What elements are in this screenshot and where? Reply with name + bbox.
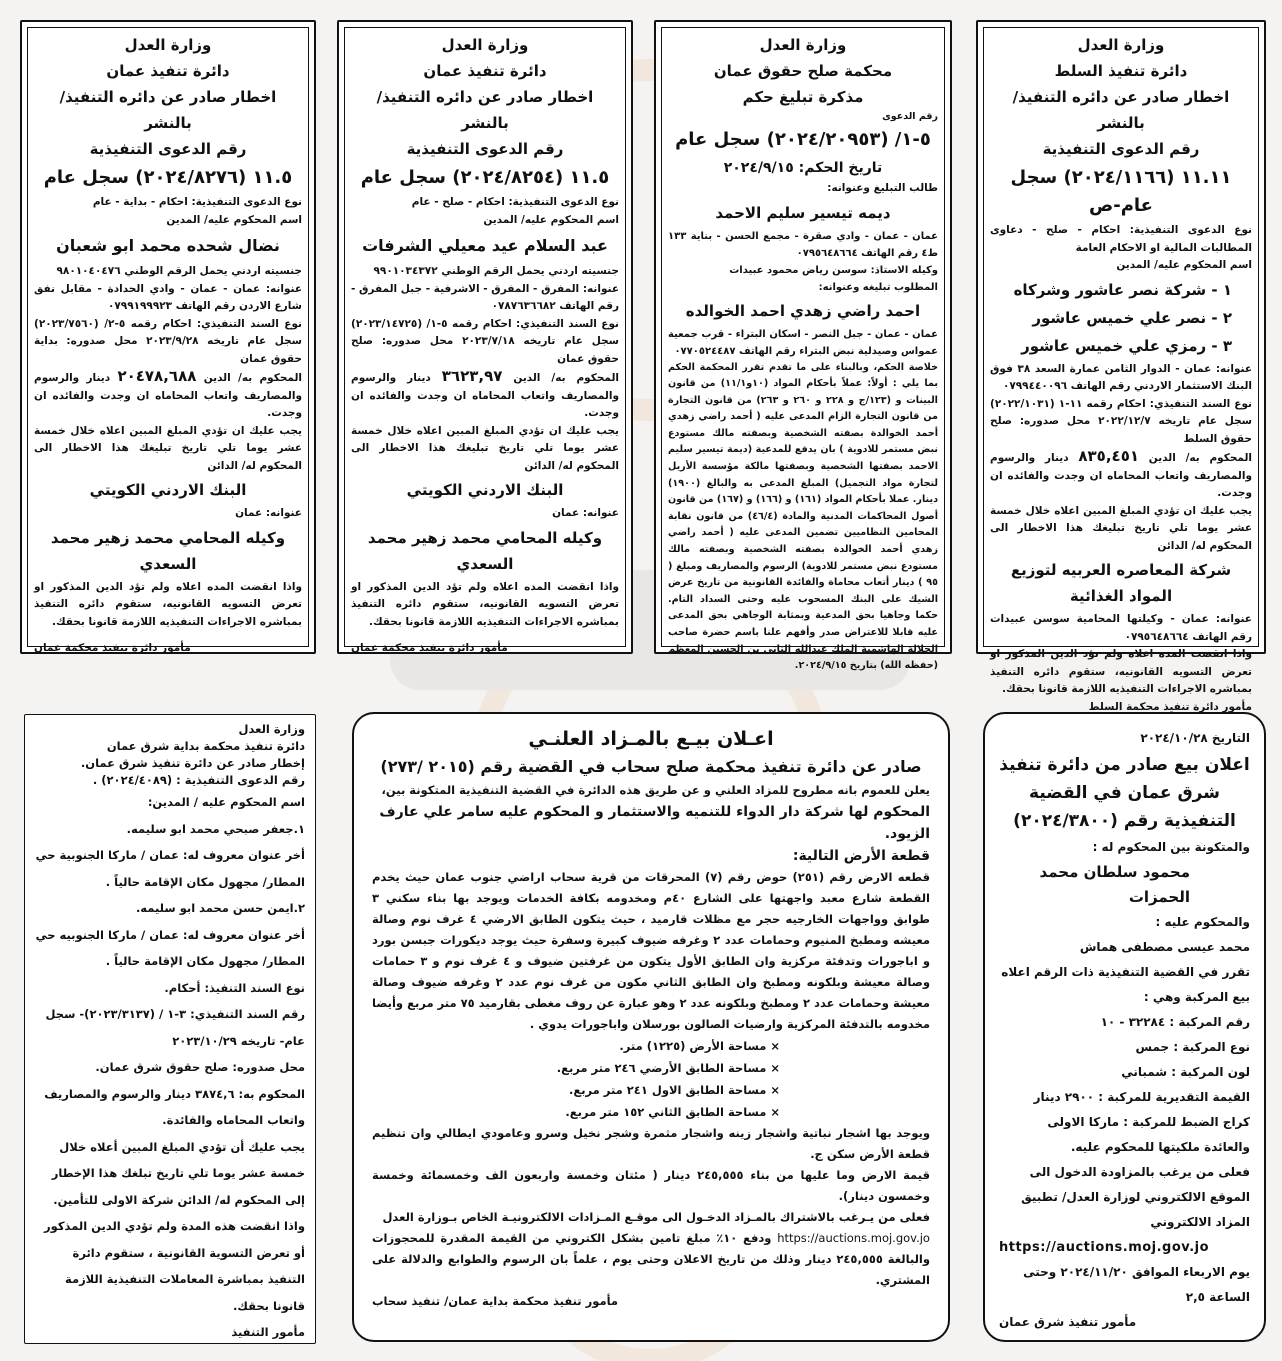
creditor-address: عنوانه: عمان [552,507,619,519]
bond-number: رقم السند التنفيذي: ٣-١ / (٢٠٢٣/٣١٣٧)- سجل عام- تاريخه ٢٠٢٣/١٠/٢٩ [45,1007,305,1048]
notice-title: إخطار صادر عن دائرة تنفيذ شرق عمان. [80,756,305,770]
ministry-title: وزارة العدل [124,36,212,54]
payment-demand: يجب عليك ان تؤدي المبلغ المبين اعلاه خلال خمسة عشر يوما تلي تاريخ تبليغك هذا الاخطار الى المحكوم له/ الدائن [34,424,302,472]
bond-type: نوع السند التنفيذ: أحكام. [164,980,305,995]
signature: مأمور دائرة تنفيذ محكمة عمان [34,641,191,654]
case-label: رقم الدعوى التنفيذية [89,140,247,158]
creditor-name: البنك الاردني الكويتي [89,481,247,499]
lawyer-name: وكيله المحامي محمد زهير محمد السعدي [50,528,286,573]
ministry-title: وزارة العدل [759,36,847,54]
case-label: رقم الدعوى التنفيذية [406,140,564,158]
respondent-label: المطلوب تبليغه وعنوانه: [818,281,938,293]
ministry-title: وزارة العدل [1077,36,1165,54]
case-label: رقم الدعوى [882,111,938,122]
debtor-label: اسم المحكوم عليه / المدين: [147,795,305,809]
notice-title: اخطار صادر عن دائره التنفيذ/ بالنشر [1012,88,1230,132]
case-label: رقم الدعوى التنفيذية [1042,140,1200,158]
case-number: ١١.٥ (٢٠٢٤/٨٢٥٤) سجل عام [360,167,610,188]
payment-demand: يجب عليك ان تؤدي المبلغ المبين اعلاه خلال خمسة عشر يوما تلي تاريخ تبليغك هذا الاخطار الى المحكوم له/ الدائن [990,504,1252,552]
notice-salt-execution [976,20,1266,713]
land-description: قطعه الارض رقم (٢٥١) حوض رقم (٧) المحرقات من قرية سحاب اراضي جنوب عمان حيث يخدم القطعة شارع معبد واجهتها على الشارع ٤٠م ومخدومه بكافة الخدمات ويوجد بها بناء سكني ٣ طوابق وواجهات الخارجيه حجر مع مظلات قارميد ، حيث يتكون الطابق الارضي ٤ غرف نوم وصالة معيشه ومطبخ المنيوم وحمامات عدد ٢ وغرفه ضيوف كبيرة وسفرة حيث يوجد ديكورات جبسن بورد و اباجورات وتدفئة مركزية وان الطابق الأول يتكون من غرفتين ضيوف و ٤ غرف نوم و ٣ حمامات وصالة معيشة وبلكونه ومطبخ وان الطابق الثاني مكون من غرف نوم عدد ٢ وغرفه ضيوف وصالة معيشة وحمامات عدد ٢ ومطبخ وبلكونه عدد ٢ وهو عبارة عن روف مغطى بقارميد ٧٥ متر مربع وأيضا مخدومه بالتدفئة المركزية وارضيات الصالون بورسلان واباجورات يدوي . [372,870,931,1031]
auction-url-link[interactable]: https://auctions.moj.gov.jo [777,1231,930,1245]
auction-intro: يعلن للعموم بانه مطروح للمزاد العلني و عن طريق هذه الدائرة في القضية التنفيذية المتكونة بين، [381,783,930,797]
requester-label: طالب التبليغ وعنوانه: [827,182,938,194]
signature: مأمور دائرة تنفيذ محكمة عمان [351,641,508,654]
agent-name: وكيله الاستاذ: سوسن رياض محمود عبيدات [729,264,938,276]
sale-decision: تقرر في القضية التنفيذية ذات الرقم اعلاه بيع المركبة وهي : [1001,965,1250,1004]
debtor-address: أخر عنوان معروف له: عمان / ماركا الجنوبيه حي المطار/ مجهول مكان الإقامة حالياً . [35,927,305,968]
respondent-address: عمان - عمان - جبل النصر - اسكان البتراء - قرب جمعية عمواس وصيدلية نبض البتراء رقم الهاتف ٠٧٧٠٥٢٤٤٨٧ [668,328,938,357]
signature: مأمور تنفيذ شرق عمان [999,1315,1137,1329]
debtor-label: اسم المحكوم عليه/ المدين [483,213,619,226]
vehicle-yard: كراج الضبط للمركبة : ماركا الاولى [1047,1115,1250,1129]
department-title: دائرة تنفيذ محكمة بداية شرق عمان [106,739,305,753]
case-type: نوع الدعوى التنفيذية: احكام - بداية - عام [92,196,302,208]
warning-text: واذا انقضت المده اعلاه ولم تؤد الدين المذكور او تعرض التسويه القانونيه، ستقوم دائره التنفيذ بمباشره الاجراءات التنفيذيه اللازمة قانونا بحقك. [34,580,302,628]
auction-parties: المحكوم لها شركة دار الدواء للتنميه والاستثمار و المحكوم عليه سامر علي عارف الزيود. [379,804,930,842]
bond-source: محل صدوره: صلح حقوق شرق عمان. [95,1060,305,1074]
judgment-amount: المحكوم به/ الدين ٣٦٢٣,٩٧ دينار والرسوم والمصاريف واتعاب المحاماه ان وجدت والفائده ان وجدت. [351,367,620,419]
notice-title: اخطار صادر عن دائره التنفيذ/ بالنشر [59,88,277,132]
vehicle-owner: والعائدة ملكيتها للمحكوم عليه. [1070,1140,1250,1154]
judgment-date: تاريخ الحكم: ٢٠٢٤/٩/١٥ [723,160,883,176]
area-item: × مساحة الطابق الثاني ١٥٢ متر مربع. [565,1105,780,1119]
execution-bond: نوع السند التنفيذي: احكام رقمه ٥-٢/ (٢٠٢٣/٧٥٦٠) سجل عام تاريخه ٢٠٢٣/٩/٢٨ محل صدوره: بداية حقوق عمان [34,317,303,365]
notice-title: اخطار صادر عن دائره التنفيذ/ بالنشر [376,88,594,132]
judgment-body: خلاصة الحكم، وبالبناء على ما تقدم تقرر المحكمة الحكم بما يلي : أولاً: عملاً بأحكام المواد (١٠و١١/١) من قانون البينات و (١٢٣/ج و ٢٢٨ و ٢٦٠ و ٢٦٣) من قانون التجارة من قانون التجارة الزام المدعى عليه ( أحمد راضي زهدي أحمد الخوالدة بصفته الشخصية وبصفته مالك مستودع نبض مستمر للادوية ) بان يدفع للمدعية (ديمة تيسير سليم الاحمد بصفتها الشخصية وبصفتها مالكة مؤسسة الأريل لتجارة مواد التجميل) المبلغ المدعى به والبالغ (١٩٠٠) دينار. عملا بأحكام المواد (١٦١) و (١٦٦) و (١٦٧) من قانون أصول المحاكمات المدنية والمادة (٤٦/٤) من قانون نقابة المحامين النظاميين تضمين المدعى عليه ( أحمد راضي زهدي أحمد الخوالدة بصفته الشخصية وبصفته مالك مستودع نبض مستمر للادوية) الرسوم والمصاريف ومبلغ ( ٩٥ ) دينار أتعاب محاماة والفائدة القانونية من تاريخ عرض الشيك على البنك المسحوب عليه وحتى السداد التام. حكما وجاهيا بحق المدعية وبمثابة الوجاهي بحق المدعى عليه قابلا للاعتراض صدر وأفهم علنا باسم حضرة صاحب الجلالة الهاشمية الملك عبدالله الثاني بن الحسين المعظم (حفظه الله) بتاريخ ٢٠٢٤/٩/١٥. [667,361,938,672]
land-title: قطعة الأرض التالية: [792,848,930,864]
judgment-amount: المحكوم به/ الدين ٢٠٤٧٨,٦٨٨ دينار والرسوم والمصاريف واتعاب المحاماه ان وجدت والفائده ان وجدت. [34,367,302,419]
debtor-label: اسم المحكوم عليه/ المدين [1116,259,1252,271]
notice-amman-execution-8254 [337,20,633,654]
requester-name: ديمه تيسير سليم الاحمد [715,203,891,222]
auction-deposit: https://auctions.moj.gov.jo ودفع ١٠٪ مبلغ تامين بشكل الكتروني من القيمة المقدرة للمحجوزات والبالغة ٢٤٥,٥٥٥ دينار وذلك من تاريخ الاعلان وحتى يوم ، علماً بان الرسوم والطوابع والدلالة على المشتري. [372,1231,930,1287]
land-trees: ويوجد بها اشجار نباتية واشجار زينه واشجار مثمرة وشجر نخيل وسرو وعامودي ايطالي وان تنظيم قطعة الأرض سكن ج. [372,1126,930,1161]
case-number: ٥-١/ (٢٠٢٤/٢٠٩٥٣) سجل عام [675,129,931,150]
debtor-address: عنوانه: عمان - عمان - وادي الحدادة - مقابل نفق شارع الاردن رقم الهاتف ٠٧٩٩١٩٩٩٢٣ [34,282,302,312]
ministry-title: وزارة العدل [238,722,305,736]
debtor-label: اسم المحكوم عليه/ المدين [166,213,302,226]
auction-title: اعـلان بيـع بالمـزاد العلنـي [528,728,774,750]
area-item: × مساحة الطابق الأرضي ٢٤٦ متر مربع. [556,1061,780,1075]
department-title: دائرة تنفيذ السلط [1054,62,1188,80]
debtor-name: ٢ - نصر علي خميس عاشور [1032,308,1232,327]
case-type: نوع الدعوى التنفيذية: احكام - صلح - دعاوى المطالبات المالية او الاحكام العامة [990,224,1252,254]
notice-land-auction [352,712,950,1342]
auction-invite: فعلى من يرغب بالمزاودة الدخول الى الموقع الالكتروني لوزارة العدل/ تطبيق المزاد الالكتروني [1021,1165,1250,1229]
auction-time: يوم الاربعاء الموافق ٢٠٢٤/١١/٢٠ وحتى الساعة ٢,٥ [1023,1265,1250,1304]
respondent-name: احمد راضي زهدي احمد الخوالده [685,301,921,320]
vehicle-plate: رقم المركبة : ٣٢٢٨٤ - ١٠ [1100,1015,1250,1029]
payment-demand: يجب عليك أن تؤدي المبلغ المبين أعلاه خلال خمسة عشر يوما تلي تاريخ تبلغك هذا الإخطار إلى المحكوم له/ الدائن شركة الاولى للتأمين. [51,1139,305,1207]
debtor-label: والمحكوم عليه : [1155,915,1250,929]
notice-east-amman-execution [24,714,316,1344]
debtor-name: نضال شحده محمد ابو شعبان [56,236,280,255]
notice-vehicle-sale [983,712,1266,1342]
debtor-address: عنوانه: عمان - الدوار الثامن عمارة السعد ٣٨ فوق البنك الاستثمار الاردني رقم الهاتف ٠٧٩٩٤٤٠٠٩٦ [990,362,1252,392]
debtor-address: أخر عنوان معروف له: عمان / ماركا الجنوبية حي المطار/ مجهول مكان الإقامة حالياً . [35,848,305,889]
debtor-address: عنوانه: المفرق - المفرق - الاشرفية - جبل المفرق - رقم الهاتف ٠٧٨٧٦٣٦٦٨٢ [351,282,619,312]
department-title: دائرة تنفيذ عمان [423,62,547,80]
area-item: × مساحة الأرض (١٢٢٥) متر. [619,1039,780,1053]
creditor-address: عنوانه: عمان - وكيلتها المحامية سوسن عبيدات رقم الهاتف ٠٧٩٥٦٤٨٦٦٤ [990,613,1252,643]
court-title: محكمة صلح حقوق عمان [713,62,893,80]
signature: مأمور تنفيذ محكمة بداية عمان/ تنفيذ سحاب [372,1294,619,1308]
debtor-name: ٢.ايمن حسن محمد ابو سليمه. [135,901,305,915]
auction-subtitle: صادر عن دائرة تنفيذ محكمة صلح سحاب في القضية رقم (٢٠١٥ /٢٧٣) [380,757,922,776]
auction-invite: فعلى من يـرغب بالاشتراك بالمـزاد الدخـول الى موقـع المـزادات الالكترونيـة الخاص بـوزارة العدل [382,1210,930,1224]
creditor-name: البنك الاردني الكويتي [406,481,564,499]
notice-amman-court-judgment [654,20,952,672]
debtor-nationality: جنسيته اردني يحمل الرقم الوطني ٩٩٠١٠٣٤٣٧٢ [373,265,619,277]
debtor-nationality: جنسيته اردني يحمل الرقم الوطني ٩٨٠١٠٤٠٤٧٦ [56,265,302,277]
lawyer-name: وكيله المحامي محمد زهير محمد السعدي [367,528,603,573]
creditor-address: عنوانه: عمان [235,507,302,519]
judgment-amount: المحكوم به: ٣٨٧٤,٦ دينار والرسوم والمصاريف واتعاب المحاماه والفائدة. [44,1086,305,1127]
debtor-name: ١.جعفر صبحي محمد ابو سليمه. [126,821,305,836]
department-title: دائرة تنفيذ عمان [106,62,230,80]
execution-bond: نوع السند التنفيذي: احكام رقمه ١١-١ (٢٠٢٢/١٠٣١) سجل عام تاريخه ٢٠٢٢/١٢/٧ محل صدوره: صلح حقوق السلط [990,397,1252,445]
notice-amman-execution-8276 [20,20,316,654]
ministry-title: وزارة العدل [441,36,529,54]
requester-address: عمان - عمان - وادي صقرة - مجمع الحسن - بناية ١٣٣ ط٤ رقم الهاتف ٠٧٩٥٦٤٨٦٦٤ [668,230,938,259]
execution-bond: نوع السند التنفيذي: احكام رقمه ٥-١/ (٢٠٢٣/١٤٧٢٥) سجل عام تاريخه ٢٠٢٣/٧/١٨ محل صدوره: صلح حقوق عمان [351,317,619,365]
debtor-name: محمد عيسى مصطفى هماش [1079,940,1250,954]
parties-label: والمتكونة بين المحكوم له : [1092,840,1250,854]
case-number: ١١.٥ (٢٠٢٤/٨٢٧٦) سجل عام [43,167,293,188]
debtor-name: ٣ - رمزي علي خميس عاشور [1021,336,1232,355]
auction-url-link[interactable]: https://auctions.moj.gov.jo [999,1240,1210,1255]
vehicle-color: لون المركبة : شمباني [1121,1065,1250,1079]
signature: مأمور دائرة تنفيذ محكمة السلط [1088,700,1252,713]
notice-title: اعلان بيع صادر من دائرة تنفيذ شرق عمان في القضية التنفيذية رقم (٢٠٢٤/٣٨٠٠) [999,755,1250,831]
vehicle-value: القيمة التقديرية للمركبة : ٢٩٠٠ دينار [1033,1090,1250,1104]
debtor-name: ١ - شركة نصر عاشور وشركاه [1013,280,1232,299]
creditor-name: محمود سلطان محمد الحمزات [1039,863,1190,906]
debtor-name: عبد السلام عيد معيلي الشرفات [362,236,608,255]
case-type: نوع الدعوى التنفيذية: احكام - صلح - عام [411,196,619,208]
notice-date: التاريخ ٢٠٢٤/١٠/٢٨ [1140,731,1250,745]
case-number: ١١.١١ (٢٠٢٤/١١٦٦) سجل عام-ص [1010,167,1232,216]
judgment-amount: المحكوم به/ الدين ٨٣٥,٤٥١ دينار والرسوم والمصاريف واتعاب المحاماه ان وجدت والفائده ان وجدت. [990,447,1253,499]
creditor-name: شركة المعاصره العربيه لتوزيع المواد الغذائية [1010,561,1232,605]
payment-demand: يجب عليك ان تؤدي المبلغ المبين اعلاه خلال خمسة عشر يوما تلي تاريخ تبليغك هذا الاخطار الى المحكوم له/ الدائن [351,424,619,472]
notice-title: مذكرة تبليغ حكم [742,88,864,106]
vehicle-type: نوع المركبة : جمس [1135,1040,1250,1054]
case-number: رقم الدعوى التنفيذية : (٢٠٢٤/٤٠٨٩) . [92,773,305,787]
warning-text: واذا انقضت المده اعلاه ولم تؤد الدين المذكور او تعرض التسويه القانونيه، ستقوم دائره التنفيذ بمباشره الاجراءات التنفيذيه اللازمة قانونا بحقك. [351,580,619,628]
warning-text: واذا انقضت هذه المدة ولم تؤدي الدين المذكور أو تعرض التسوية القانونية ، ستقوم دائرة التنفيذ بمباشرة المعاملات التنفيذية اللازمة قانونا بحقك. [44,1219,305,1313]
area-item: × مساحة الطابق الاول ٢٤١ متر مربع. [568,1083,780,1097]
signature: مأمور التنفيذ [231,1325,305,1339]
land-price: قيمة الارض وما عليها من بناء ٢٤٥,٥٥٥ دينار ( مئتان وخمسة واربعون الف وخمسمائة وخمسة وخمسون دينار). [372,1168,930,1203]
warning-text: واذا انقضت المده اعلاه ولم تؤد الدين المذكور او تعرض التسويه القانونيه، ستقوم دائره التنفيذ بمباشره الاجراءات التنفيذيه اللازمة قانونا بحقك. [990,648,1252,695]
